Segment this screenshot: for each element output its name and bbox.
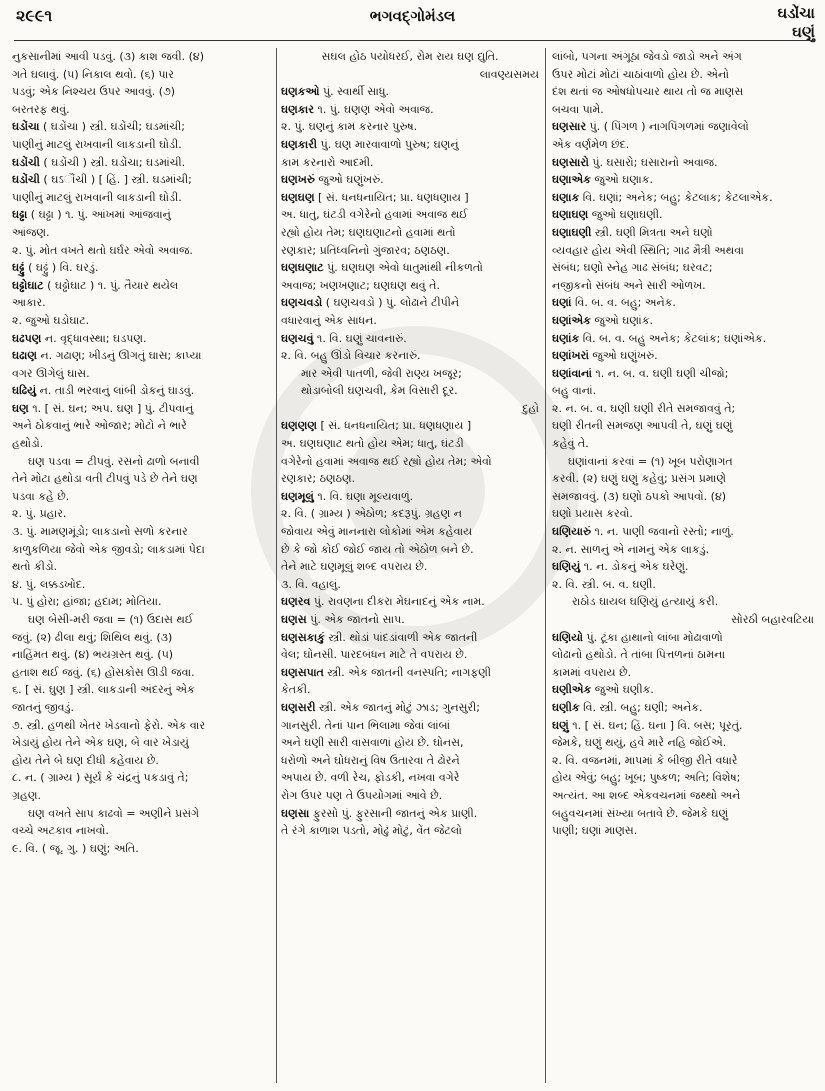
- text-line: ૨. વિ. સ્ત્રી. બ. વ. ઘણી.: [552, 577, 656, 591]
- text-line: ૨. પું. પ્રહાર.: [12, 507, 67, 521]
- headword: ઘડોંચા: [12, 120, 40, 134]
- headword: ઘઢ્ઢોઘાટ: [12, 278, 44, 292]
- text-line: ૭. સ્ત્રી. હળથી ખેતર ખેડવાનો ફેરો. એક વાર: [12, 718, 206, 732]
- text-line: ૨. જુઓ ઘડોઘાટ.: [12, 313, 90, 327]
- page-title: ભગવદ્ગોમંડલ: [369, 7, 456, 25]
- entry-line: ઘડોંચી ( ઘઽૌંચી ) [ હિં. ] સ્ત્રી. ઘડમાંચી;: [12, 173, 192, 187]
- text-line: આકાર.: [12, 296, 46, 310]
- text-line: અને ઘણી સારી વાસવાળાં હોય છે. ઘોનસ,: [281, 736, 464, 750]
- text-line: પાણી; ઘણાં માણસ.: [552, 824, 638, 838]
- headword: ઘણસ: [281, 613, 307, 626]
- headword: ઘણકઓ: [281, 85, 320, 99]
- text-line: અત્યંત. આ શબ્દ એકવચનમાં જથ્થો અને: [552, 788, 741, 802]
- text-line: દંશ થતાં જ ઓષધોપચાર થાય તો જ માણસ: [552, 85, 744, 99]
- entry-line: ઘણાઘણી સ્ત્રી. ઘણી મિત્રતા અને ઘણો: [552, 225, 713, 239]
- text-line: કેતકી.: [281, 683, 311, 697]
- entry-line: ઘડોંચી ( ઘડોંચી ) સ્ત્રી. ઘડોંચા; ઘડમાંચી.: [12, 155, 186, 169]
- text-line: ૮. ન. ( ગ્રામ્ય ) સૂર્ય કે ચંદ્રનું પકડાવું તે;: [12, 771, 189, 785]
- text-line: છે કે જો કોઈ જોઈ જાય તો એઠોળ બને છે.: [281, 542, 474, 556]
- text-line: કરવી. (૨) ઘણું ઘણું કહેવું; પ્રસંગ પ્રમાણે: [552, 472, 726, 486]
- text-line: લાંબો, પગના અંગૂઠા જેવડો જાડો અને અંગ: [552, 50, 742, 63]
- headword: ઘડોંચી: [12, 155, 40, 169]
- text-line: દુહો: [522, 401, 539, 415]
- headword: ઘણઘણ: [281, 190, 315, 204]
- text-line: નુકસાનીમાં આવી પડવું. (૩) કાશ જવી. (૪): [12, 50, 205, 63]
- text-line: ૨. પું. ઘણનું કામ કરનાર પુરુષ.: [281, 120, 418, 134]
- headword: ઘણખરું: [281, 173, 315, 187]
- text-line: અ. ઘણઘણાટ થતો હોય એમ; ધાતુ, ઘંટડી: [281, 437, 464, 451]
- text-line: થોડાબોલી ઘણચવી, કેમ વિસારી દૂર.: [301, 384, 458, 398]
- entry-line: ઘણણણ [ સં. ધનધનાયિત; પ્રા. ધણધણાય ]: [281, 419, 472, 433]
- text-line: ઉપર મોટાં મોટાં ચાઠાંવાળો હોય છે. એનો: [552, 67, 729, 81]
- headword: ઘણકાર: [281, 102, 314, 116]
- text-line: જાતનું જીવડું.: [12, 700, 75, 714]
- headword: ઘણાંવાનાં: [552, 366, 592, 380]
- entry-line: ઘણકાર ૧. પું. ઘણણ એવો અવાજ.: [281, 102, 434, 116]
- entry-line: ઘણસ પું. એક જાતનો સાપ.: [281, 613, 405, 626]
- headword: ઘણાએક: [552, 173, 591, 187]
- column-divider: [276, 48, 277, 1083]
- text-line: પડવું; એક નિશ્ચય ઉપર આવવું. (૭): [12, 85, 176, 99]
- text-line: ૫. પું હોરા; હાંજા; હદામ; મોતિયા.: [12, 595, 162, 609]
- text-line: રાઠોડ ઘાયલ ઘણિયું હત્યાયું કરી.: [572, 595, 719, 609]
- entry-line: ઘણાક વિ. ઘણાં; અનેક; બહુ; કેટલાક; કેટલાએક.: [552, 190, 773, 204]
- entry-line: ઘણાંએક જુઓ ઘણાંક.: [552, 313, 653, 327]
- headword: ઘણાઘણી: [552, 225, 592, 239]
- text-line: ગતે ઘલાવું. (૫) નિકાલ થવો. (૬) પાર: [12, 67, 174, 81]
- headword: ઘણરવ: [281, 595, 311, 609]
- text-line: ૩. વિ. વહાલું.: [281, 577, 341, 591]
- text-line: લોઢાનો હથોડો. તે તાંબા પિત્તળનાં ઠામના: [552, 648, 726, 662]
- entry-line: ઘણસરી સ્ત્રી. એક જાતનું મોટું ઝાડ; ગુનસુરી;: [281, 700, 480, 714]
- headword: ઘણણણ: [281, 419, 317, 433]
- headword: ઘણિયું: [552, 560, 581, 574]
- headword: ઘઢ્ઢા: [12, 208, 28, 222]
- entry-line: ઘડોંચા ( ઘડોંચા ) સ્ત્રી. ઘડોંચી; ઘડમાંચી;: [12, 120, 185, 134]
- header-rule: [14, 40, 815, 41]
- page-number: ૨૯૯૧: [16, 6, 53, 25]
- headword: ઘણમૂલું: [281, 489, 314, 503]
- headword: ઘણાંક: [552, 331, 580, 345]
- entry-line: ઘઢ્ઢું ( ઘઢ્ઢું ) વિ. ઘરડું.: [12, 261, 99, 275]
- text-line: સઘલ હોઠ પયોધરઈ, રોમ રાય ઘણ દ્યુતિ.: [321, 50, 499, 63]
- text-line: રહ્યો હોય તેમ; ઘણઘણાટનો હવામાં થતો: [281, 225, 456, 239]
- text-line: રણકાર; ઠણઠણ.: [281, 472, 356, 486]
- column-left: [12, 48, 270, 857]
- text-line: બરતરફ થવું.: [12, 102, 70, 116]
- entry-line: ઘઢપણ ન. વૃદ્ધાવસ્થા; ઘડપણ.: [12, 331, 147, 345]
- headword: ઘણચવડો: [281, 296, 323, 310]
- entry-line: ઘણાઘણ જુઓ ઘણાઘણી.: [552, 208, 663, 222]
- headword: ઘણીક: [552, 700, 580, 714]
- text-line: થતો કીડો.: [12, 560, 58, 574]
- text-line: વેલ; ઘોનસી. પારદબંધન માટે તે વપરાય છે.: [281, 648, 468, 662]
- text-line: ૩. પું. મામણમૂંડો; લાકડાનો સળો કરનાર: [12, 525, 188, 539]
- headword: ઘણાં: [552, 296, 572, 310]
- entry-line: ઘણાંવાનાં ૧. ન. બ. વ. ઘણી ઘણી ચીજો;: [552, 366, 729, 380]
- headword: ઘણાંએક: [552, 313, 591, 327]
- headword: ઘણસકાકું: [281, 630, 325, 644]
- text-line: સોરઠી બહારવટિયા: [731, 613, 814, 626]
- text-line: પાણીનું માટલું રાખવાની લાકડાની ઘોડી.: [12, 190, 182, 204]
- entry-line: ઘણસારો પું. ઘસારો; ઘસારાનો અવાજ.: [552, 155, 718, 169]
- text-line: વ્યવહાર હોય એવી સ્થિતિ; ગાઢ મૈત્રી અથવા: [552, 243, 744, 257]
- text-line: જવું. (૨) ઢીલા થવું; શિથિલ થવું. (૩): [12, 630, 173, 644]
- text-line: વધારવાનું એક સાધન.: [281, 313, 377, 327]
- text-line: ખેડાયું હોય તેને એક ઘણ, બે વાર ખેડાયું: [12, 736, 189, 750]
- headword: ઘણસરી: [281, 700, 316, 714]
- text-line: હતાશ થઈ જવું. (૬) હોસકોસ ઊડી જવા.: [12, 665, 195, 679]
- text-line: નાહિંમત થવું. (૪) ભયગ્રસ્ત થવું. (૫): [12, 648, 174, 662]
- entry-line: ઘણીએક જુઓ ઘણીક.: [552, 683, 654, 697]
- text-line: બહુ વાનાં.: [552, 384, 597, 398]
- text-line: ૨. ન. બ. વ. ઘણી ઘણી રીતે સમજાવવું તે;: [552, 401, 736, 415]
- guide-word-top: ઘડોંચા: [777, 4, 815, 22]
- entry-line: ઘણું ૧. [ સં. ઘન; હિં. ઘના ] વિ. બસ; પૂરતું.: [552, 718, 743, 732]
- text-line: ઘણ પડવા = ટીપવું. રસનો ઢાળો બનાવી: [28, 454, 200, 468]
- text-line: રોગ ઉપર પણ તે ઉપયોગમાં આવે છે.: [281, 788, 443, 802]
- text-line: કાળુકળિયા જેવો એક જીવડો; લાકડામાં પેદા: [12, 542, 205, 556]
- text-line: સંબંધ; ઘણો સ્નેહ ગાઢ સંબંધ; ઘરવટ;: [552, 261, 713, 275]
- entry-line: ઘણાં વિ. બ. વ. બહુ; અનેક.: [552, 296, 676, 310]
- text-line: પડવા કહે છે.: [12, 489, 70, 503]
- text-line: પાણીનું માટલું રાખવાની લાકડાની ઘોડી.: [12, 137, 182, 151]
- entry-line: ઘણાંખરાં જુઓ ઘણુંખરું.: [552, 349, 658, 363]
- entry-line: ઘણાએક જુઓ ઘણાક.: [552, 173, 653, 187]
- entry-line: ઘઢ્ઢોઘાટ ( ઘઢ્ઢોઘાટ ) ૧. પું. તૈયાર થયેલ: [12, 278, 179, 292]
- text-line: અ. ધાતુ, ઘંટડી વગેરેનો હવામાં અવાજ થઈ: [281, 208, 468, 222]
- guide-word-bottom: ઘણું: [792, 23, 815, 41]
- headword: ઘણકારી: [281, 137, 318, 151]
- headword: ઘણસારો: [552, 155, 589, 169]
- text-line: ૨. વિ. બહુ ઊંડો વિચાર કરનારું.: [281, 349, 421, 363]
- text-line: નજીકનો સંબંધ અને સારી ઓળખ.: [552, 278, 706, 292]
- text-line: ગ્રહણ.: [12, 788, 41, 802]
- entry-line: ઘણકારી પું. ઘણ મારવાવાળો પુરુષ; ઘણનું: [281, 137, 459, 151]
- entry-line: ઘણમૂલું ૧. વિ. ઘણા મૂલ્યવાળું.: [281, 489, 414, 503]
- guide-words: [778, 4, 815, 42]
- text-line: ઘણાંવાનાં કરવાં = (૧) ખૂબ પરોણાગત: [568, 454, 733, 468]
- text-line: ધરોળો અને ઘોધરાનું વિષ ઉતારવા તે ઢોરને: [281, 753, 460, 767]
- headword: ઘણાંખરાં: [552, 349, 589, 363]
- entry-line: ઘણસકાકું સ્ત્રી. થોડાં પાંદડાંવાળી એક જાતની: [281, 630, 478, 644]
- text-line: કામમાં વપરાય છે.: [552, 665, 632, 679]
- text-line: ઘણો પ્રયાસ કરવો.: [552, 507, 633, 521]
- headword: ઘણાઘણ: [552, 208, 589, 222]
- text-line: હથોડો.: [12, 437, 44, 451]
- entry-line: ઘણીક વિ. સ્ત્રી. બહુ; ઘણી; અનેક.: [552, 700, 703, 714]
- entry-line: ઘણસપાત સ્ત્રી. એક જાતની વનસ્પતિ; નાગફણી: [281, 665, 492, 679]
- headword: ઘણિયો: [552, 630, 584, 644]
- text-line: ઘણી રીતની સમજણ આપવી તે, ઘણું ઘણું: [552, 419, 733, 433]
- headword: ઘડોંચી: [12, 173, 40, 187]
- text-line: ૬. [ સં. ઘુણ ] સ્ત્રી. લાકડાની અંદરનું એક: [12, 683, 195, 697]
- headword: ઘણાક: [552, 190, 580, 204]
- text-line: ઘણ વખતે સાપ કાઢવો = અણીને પ્રસંગે: [28, 806, 200, 820]
- text-line: વગર ઊગેલું ઘાસ.: [12, 366, 90, 380]
- entry-line: ઘઢાણ ન. ગઢાણ; ખીડનું ઊગતું ઘાસ; કાપ્યા: [12, 349, 202, 363]
- headword: ઘઢાણ: [12, 349, 37, 363]
- text-line: લાવણ્યસમય: [479, 67, 539, 81]
- text-line: હોય એવું; બહુ; ખૂબ; પુષ્કળ; અતિ; વિશેષ;: [552, 771, 741, 785]
- text-line: ૨. વિ. ( ગ્રામ્ય ) એઠોળ; કદરૂપું. ગ્રહણ ન: [281, 507, 462, 521]
- text-line: તેને માટે ઘણમૂલું શબ્દ વપરાય છે.: [281, 560, 428, 574]
- text-line: અવાજ; ખણખણાટ; ઘણઘણ થવું તે.: [281, 278, 440, 292]
- text-line: હોય તેને બે ઘણ દીધી કહેવાય છે.: [12, 753, 159, 767]
- text-line: ઘણ બેસી-મરી જવા = (૧) ઉદાસ થઈ: [28, 613, 194, 626]
- headword: ઘઢિયું: [12, 384, 37, 398]
- text-line: વગેરેનો હવામાં અવાજ થઈ રહ્યો હોય તેમ; એવો: [281, 454, 492, 468]
- text-line: બહુવચનમાં સંખ્યા બતાવે છે. જેમકે ઘણું: [552, 806, 729, 820]
- headword: ઘણસાર: [552, 120, 587, 134]
- text-line: ૨. ન. સાળનું એ નામનું એક લાકડું.: [552, 542, 710, 556]
- entry-line: ઘણકઓ પું. સ્વાર્થી સાધુ.: [281, 85, 389, 99]
- text-line: આંજણ.: [12, 225, 50, 239]
- entry-line: ઘણખરું જુઓ ઘણુંખરું.: [281, 173, 384, 187]
- entry-line: ઘણિયારું ૧. ન. પાણી જવાનો રસ્તો; નાળું.: [552, 525, 734, 539]
- headword: ઘણચવું: [281, 331, 314, 345]
- headword: ઘણિયારું: [552, 525, 592, 539]
- headword: ઘણઘણાટ: [281, 261, 324, 275]
- text-line: તેને મોટા હથોડા વતી ટીપવું પડે છે તેને ઘણ: [12, 472, 198, 486]
- text-line: ૪. પું. લક્કડખોદ.: [12, 577, 86, 591]
- column-divider: [545, 48, 546, 1083]
- text-line: અપાય છે. વળી રેચ, ફોડકી, નખવા વગેરે: [281, 771, 460, 785]
- text-line: ગાનસુરી. તેનાં પાન ભિલામા જેવાં લાંબાં: [281, 718, 451, 732]
- entry-line: ઘણિયો પું. ટૂંકા હાથાનો લાંબા મોઢાવાળો: [552, 630, 723, 644]
- entry-line: ઘણચવું ૧. વિ. ઘણું ચાવનારું.: [281, 331, 407, 345]
- entry-line: ઘણસાર પું. ( પિંગળ ) નાગપિંગળમાં જણાવેલો: [552, 120, 749, 134]
- entry-line: ઘણરવ પું. રાવણના દીકરા મેઘનાદનું એક નામ.: [281, 595, 485, 609]
- page-header: [0, 0, 825, 46]
- text-line: તે રંગે કાળાશ પડતો, મોઢું મોટું, વેંત જેટલો: [281, 824, 462, 838]
- entry-line: ઘણ ૧. [ સં. ઘન; અપ. ઘણ ] પું. ટીપવાનું: [12, 401, 194, 415]
- text-line: ૨. વિ. વજનમાં, માપમાં કે બીજી રીતે વધારે: [552, 753, 738, 767]
- column-right: [552, 48, 814, 840]
- entry-line: ઘઢ્ઢા ( ઘઢ્ઢા ) ૧. પું. આંખમાં આંજવાનું: [12, 208, 171, 222]
- entry-line: ઘણઘણાટ પું. ઘણઘણ એવો ધાતુમાંથી નીકળતો: [281, 261, 483, 275]
- entry-line: ઘણસા ફુરસો પું. ફુરસાની જાતનું એક પ્રાણી.: [281, 806, 478, 820]
- text-line: અને ઠોકવાનું ભારે ઓજાર; મોટો ને ભારે: [12, 419, 187, 433]
- text-line: ૯. વિ. ( જૂ. ગુ. ) ઘણું; અતિ.: [12, 841, 139, 855]
- text-line: રણકાર; પ્રતિધ્વનિનો ગુંજારવ; ઠણઠણ.: [281, 243, 450, 257]
- text-line: કહેવું તે.: [552, 437, 589, 451]
- text-line: બચવા પામે.: [552, 102, 604, 116]
- headword: ઘણું: [552, 718, 569, 732]
- entry-line: ઘણચવડો ( ઘણચવડો ) પું. લોઢાને ટીપીને: [281, 296, 460, 310]
- text-line: જોવાય એવું માનનારા લોકોમાં એમ કહેવાય: [281, 525, 473, 539]
- entry-line: ઘણિયું ૧. ન. ડોકનું એક ઘરેણું.: [552, 560, 689, 574]
- text-line: સમજાવવું. (૩) ઘણો ઠપકો આપવો. (૪): [552, 489, 727, 503]
- headword: ઘણીએક: [552, 683, 592, 697]
- text-line: એક વર્ણમેળ છંદ.: [552, 137, 630, 151]
- entry-line: ઘણઘણ [ સં. ધનધનાયિત; પ્રા. ધણધણાય ]: [281, 190, 469, 204]
- text-line: કામ કરનારો આદમી.: [281, 155, 374, 169]
- headword: ઘણસા: [281, 806, 310, 820]
- entry-line: ઘઢિયું ન. તાડી ભરવાનું લાંબી ડોકનું ઘાડવું.: [12, 384, 195, 398]
- headword: ઘઢ્ઢું: [12, 261, 25, 275]
- text-line: ૨. પું. મોત વખતે થતો ઘર્ઘર એવો અવાજ.: [12, 243, 193, 257]
- column-middle: [281, 48, 539, 840]
- text-line: જેમકે, ઘણું થયું, હવે મારે નહિ જોઈએ.: [552, 736, 727, 750]
- headword: ઘણસપાત: [281, 665, 324, 679]
- text-line: વચ્ચે અટકાવ નાખવો.: [12, 824, 109, 838]
- text-line: માર એવી પાતળી, જેવી રાણ્ય ખજૂર;: [301, 366, 462, 380]
- headword: ઘણ: [12, 401, 29, 415]
- entry-line: ઘણાંક વિ. બ. વ. બહુ અનેક; કેટલાંક; ઘણાંએક.: [552, 331, 767, 345]
- headword: ઘઢપણ: [12, 331, 42, 345]
